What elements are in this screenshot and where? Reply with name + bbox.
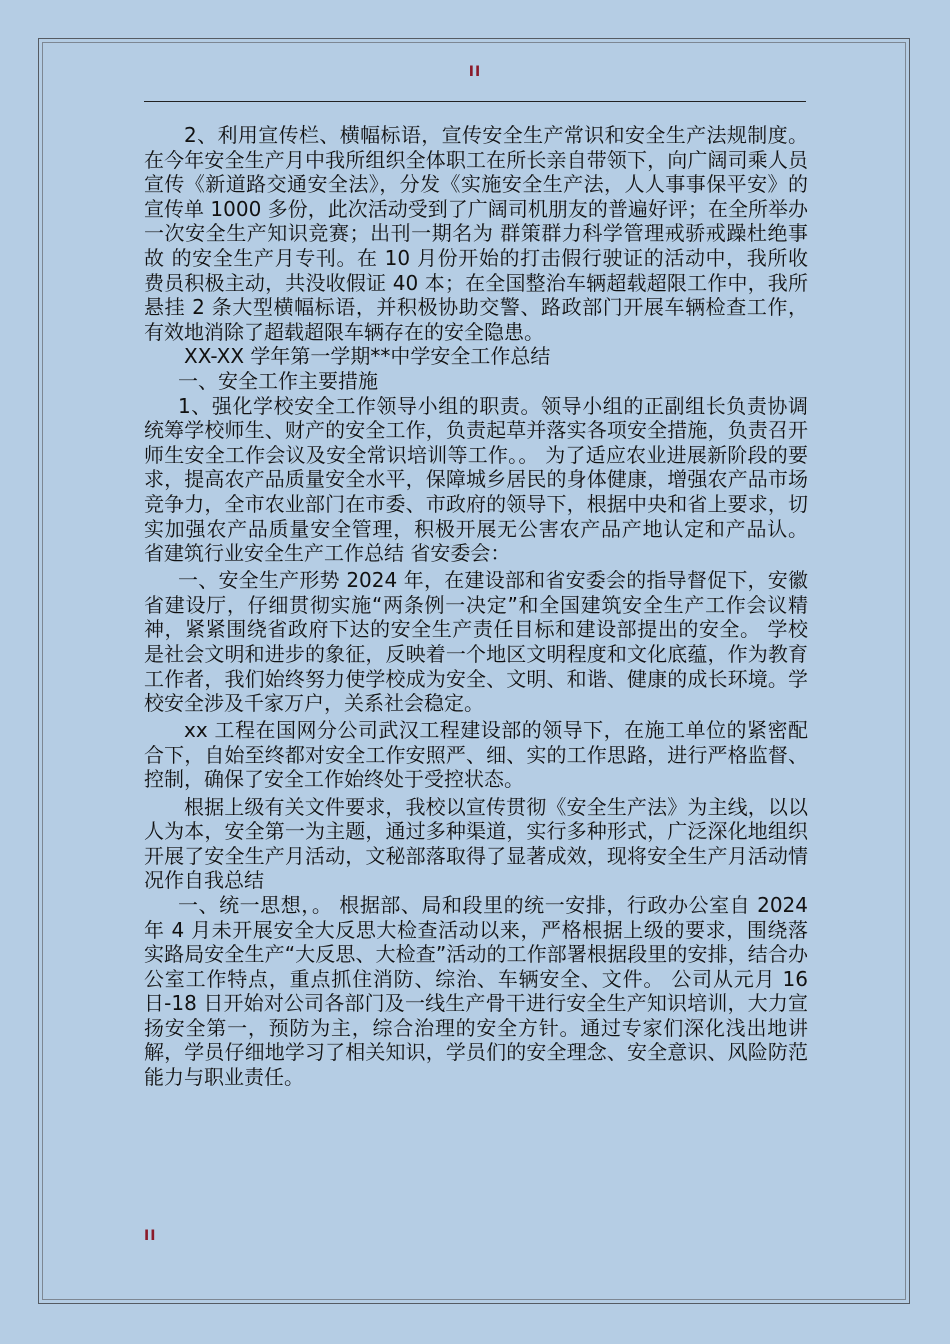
paragraph-project: xx 工程在国网分公司武汉工程建设部的领导下，在施工单位的紧密配合下，自始至终都对安全工作安照严、细、实的工作思路，进行严格监督、控制，确保了安全工作始终处于受控状态。: [144, 718, 808, 792]
header-rule: [144, 101, 806, 102]
paragraph-unified-thinking: 一、统一思想，。 根据部、局和段里的统一安排，行政办公室自 2024 年 4 月未开展安全大反思大检查活动以来，严格根据上级的要求，围绕落实路局安全生产“大反思、大检查”活动的工作部署根据段里的安排，结合办公室工作特点，重点抓住消防、综治、车辆安全、文件。 公司从元月 16 日-18 日开始对公司各部门及一线生产骨干进行安全生产知识培训，大力宣扬安全第一，预防为主，综合治理的安全方针。通过专家们深化浅出地讲解，学员仔细地学习了相关知识，学员们的安全理念、安全意识、风险防范能力与职业责任。: [144, 892, 808, 1090]
section-title: XX-XX 学年第一学期**中学安全工作总结: [184, 344, 551, 369]
document-body: [144, 123, 808, 1090]
section-heading: 一、安全工作主要措施: [178, 368, 378, 393]
paragraph-situation: 一、安全生产形势 2024 年，在建设部和省安委会的指导督促下，安徽省建设厅，仔细贯彻实施“两条例一决定”和全国建筑安全生产工作会议精神，紧紧围绕省政府下达的安全生产责任目标和建设部提出的安全。 学校是社会文明和进步的象征，反映着一个地区文明程度和文化底蕴，作为教育工作者，我们始终努力使学校成为安全、文明、和谐、健康的成长环境。学校安全涉及千家万户，关系社会稳定。: [144, 568, 808, 716]
paragraph-safety-month: 根据上级有关文件要求，我校以宣传贯彻《安全生产法》为主线，以以人为本，安全第一为主题，通过多种渠道，实行多种形式，广泛深化地组织开展了安全生产月活动，文秘部落取得了显著成效，现将安全生产月活动情况作自我总结: [144, 794, 808, 893]
paragraph-leadership: 1、强化学校安全工作领导小组的职责。领导小组的正副组长负责协调统筹学校师生、财产的安全工作，负责起草并落实各项安全措施，负责召开师生安全工作会议及安全常识培训等工作。。 为了适应农业进展新阶段的要求，提高农产品质量安全水平，保障城乡居民的身体健康，增强农产品市场竞争力，全市农业部门在市委、市政府的领导下，根据中央和省上要求，切实加强农产品质量安全管理，积极开展无公害农产品产地认定和产品认。 省建筑行业安全生产工作总结 省安委会：: [144, 393, 808, 566]
header-mark: II: [468, 64, 482, 80]
paragraph-publicity: 2、利用宣传栏、横幅标语，宣传安全生产常识和安全生产法规制度。在今年安全生产月中我所组织全体职工在所长亲自带领下，向广阔司乘人员宣传《新道路交通安全法》，分发《实施安全生产法，人人事事保平安》的宣传单 1000 多份，此次活动受到了广阔司机朋友的普遍好评；在全所举办一次安全生产知识竞赛；出刊一期名为 群策群力科学管理戒骄戒躁杜绝事故 的安全生产月专刊。在 10 月份开始的打击假行驶证的活动中，我所收费员积极主动，共没收假证 40 本；在全国整治车辆超载超限工作中，我所悬挂 2 条大型横幅标语，并积极协助交警、路政部门开展车辆检查工作，有效地消除了超载超限车辆存在的安全隐患。: [144, 123, 808, 344]
footer-mark: II: [144, 1228, 157, 1244]
